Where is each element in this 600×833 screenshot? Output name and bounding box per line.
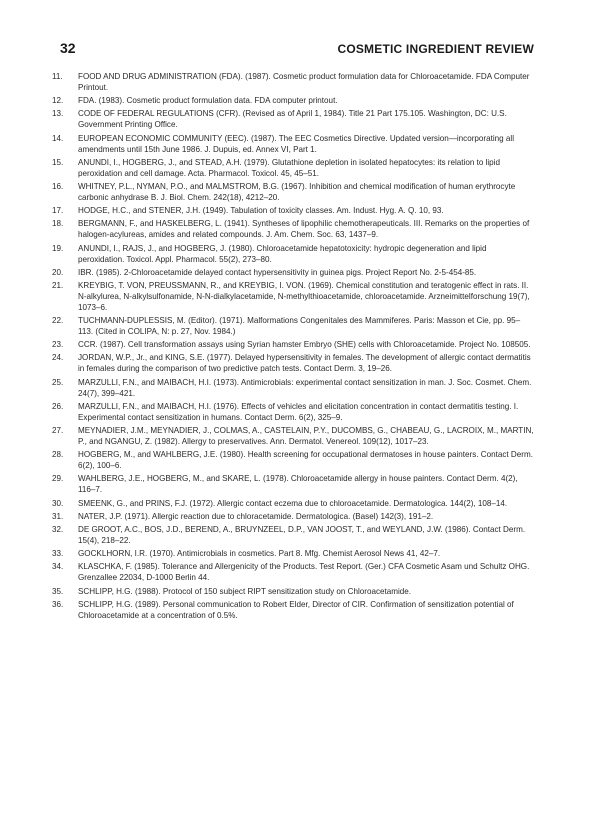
reference-number: 36. bbox=[52, 599, 64, 609]
reference-number: 21. bbox=[52, 280, 64, 290]
reference-number: 27. bbox=[52, 426, 64, 435]
reference-number: 16. bbox=[52, 181, 64, 191]
reference-number: 30. bbox=[52, 498, 64, 508]
reference-number: 18. bbox=[52, 219, 64, 229]
reference-text: CODE OF FEDERAL REGULATIONS (CFR). (Revised as of April 1, 1984). Title 21 Part 175.105. Washington, DC: U.S. Government Printing Office. bbox=[78, 109, 507, 130]
reference-text: BERGMANN, F., and HASKELBERG, L. (1941). Syntheses of lipophilic chemotherapeuticals. III. Remarks on the properties of halogen-acylureas, amides and related compounds. J. Am. Chem. Soc. 63, 1437–9. bbox=[78, 219, 530, 240]
reference-list bbox=[52, 71, 534, 623]
reference-number: 15. bbox=[52, 157, 64, 167]
reference-number: 25. bbox=[52, 377, 64, 387]
reference-item bbox=[52, 548, 534, 559]
reference-text: JORDAN, W.P., Jr., and KING, S.E. (1977). Delayed hypersensitivity in females. The development of allergic contact dermatitis in females during the comparison of two predictive patch tests. Contact Derm. 3, 19–26. bbox=[78, 353, 531, 374]
reference-number: 28. bbox=[52, 450, 64, 460]
reference-text: MARZULLI, F.N., and MAIBACH, H.I. (1976). Effects of vehicles and elicitation concentration in contact dermatitis testing. I. Experimental contact sensitization in humans. Contact Derm. 6(2), 325–9. bbox=[78, 401, 519, 422]
reference-number: 35. bbox=[52, 586, 64, 596]
reference-number: 31. bbox=[52, 511, 64, 521]
reference-text: KLASCHKA, F. (1985). Tolerance and Allergenicity of the Products. Test Report. (Ger.) CFA Cosmetic Asam und Schultz OHG. Grenzallee 22034, D-1000 Berlin 44. bbox=[78, 562, 530, 583]
reference-text: CCR. (1987). Cell transformation assays using Syrian hamster Embryo (SHE) cells with Chloroacetamide. Project No. 108505. bbox=[78, 340, 531, 350]
reference-item bbox=[52, 524, 534, 546]
reference-text: ANUNDI, I., RAJS, J., and HOGBERG, J. (1980). Chloroacetamide hepatotoxicity: hydropic degeneration and lipid peroxidation. Toxicol. Appl. Pharmacol. 55(2), 273–80. bbox=[78, 243, 487, 264]
reference-item bbox=[52, 449, 534, 471]
reference-number: 26. bbox=[52, 401, 64, 411]
reference-number: 32. bbox=[52, 524, 64, 534]
reference-number: 13. bbox=[52, 109, 64, 119]
reference-item bbox=[52, 377, 534, 399]
reference-item bbox=[52, 108, 534, 130]
reference-number: 22. bbox=[52, 316, 64, 326]
running-title: COSMETIC INGREDIENT REVIEW bbox=[337, 42, 534, 56]
reference-text: ANUNDI, I., HOGBERG, J., and STEAD, A.H. (1979). Glutathione depletion in isolated hepatocytes: its relation to lipid peroxidation and cell damage. Acta. Pharmacol. Toxicol. 45, 45–51. bbox=[78, 157, 500, 178]
reference-item bbox=[52, 352, 534, 374]
reference-text: GOCKLHORN, I.R. (1970). Antimicrobials in cosmetics. Part 8. Mfg. Chemist Aerosol News 41, 42–7. bbox=[78, 549, 441, 559]
reference-item bbox=[52, 133, 534, 155]
reference-number: 33. bbox=[52, 549, 64, 559]
reference-text: EUROPEAN ECONOMIC COMMUNITY (EEC). (1987). The EEC Cosmetics Directive. Updated version—incorporating all amendments until 15th June 1986. J. Dupuis, ed. Annex VI, Part 1. bbox=[78, 133, 514, 154]
reference-number: 20. bbox=[52, 267, 64, 277]
reference-item bbox=[52, 511, 534, 522]
reference-number: 17. bbox=[52, 206, 64, 216]
reference-item bbox=[52, 243, 534, 265]
reference-number: 24. bbox=[52, 353, 64, 363]
reference-text: WHITNEY, P.L., NYMAN, P.O., and MALMSTROM, B.G. (1967). Inhibition and chemical modification of human erythrocyte carbonic anhydrase B. J. Biol. Chem. 242(18), 4212–20. bbox=[78, 181, 516, 202]
reference-item bbox=[52, 339, 534, 350]
reference-text: HODGE, H.C., and STENER, J.H. (1949). Tabulation of toxicity classes. Am. Indust. Hyg. A. Q. 10, 93. bbox=[78, 206, 444, 216]
reference-number: 29. bbox=[52, 474, 64, 484]
reference-item bbox=[52, 218, 534, 240]
reference-item bbox=[52, 586, 534, 597]
reference-number: 19. bbox=[52, 243, 64, 253]
reference-text: IBR. (1985). 2-Chloroacetamide delayed contact hypersensitivity in guinea pigs. Project Report No. 2-5-454-85. bbox=[78, 267, 477, 277]
page-number: 32 bbox=[60, 40, 76, 56]
reference-number: 34. bbox=[52, 562, 64, 572]
reference-item bbox=[52, 280, 534, 313]
reference-number: 11. bbox=[52, 72, 63, 81]
reference-text: SCHLIPP, H.G. (1989). Personal communication to Robert Elder, Director of CIR. Confirmation of sensitization potential of Chloroacetamide at a concentration of 0.5%. bbox=[78, 599, 514, 620]
reference-item bbox=[52, 599, 534, 621]
reference-text: WAHLBERG, J.E., HOGBERG, M., and SKARE, L. (1978). Chloroacetamide allergy in house painters. Contact Derm. 4(2), 116–7. bbox=[78, 474, 518, 495]
reference-item bbox=[52, 425, 534, 447]
page-header bbox=[60, 40, 534, 58]
reference-text: MARZULLI, F.N., and MAIBACH, H.I. (1973). Antimicrobials: experimental contact sensitization in man. J. Soc. Cosmet. Chem. 24(7), 399–421. bbox=[78, 377, 532, 398]
reference-item bbox=[52, 205, 534, 216]
reference-item bbox=[52, 157, 534, 179]
reference-item bbox=[52, 95, 534, 106]
reference-item bbox=[52, 473, 534, 495]
reference-text: DE GROOT, A.C., BOS, J.D., BEREND, A., BRUYNZEEL, D.P., VAN JOOST, T., and WEYLAND, J.W. (1986). Contact Derm. 15(4), 218–22. bbox=[78, 524, 526, 545]
reference-text: FOOD AND DRUG ADMINISTRATION (FDA). (1987). Cosmetic product formulation data for Chloroacetamide. FDA Computer Printout. bbox=[78, 72, 530, 92]
reference-text: SMEENK, G., and PRINS, F.J. (1972). Allergic contact eczema due to chloroacetamide. Dermatologica. 144(2), 108–14. bbox=[78, 498, 508, 508]
reference-number: 23. bbox=[52, 340, 64, 350]
reference-text: FDA. (1983). Cosmetic product formulation data. FDA computer printout. bbox=[78, 96, 338, 106]
reference-text: TUCHMANN-DUPLESSIS, M. (Editor). (1971). Malformations Congenitales des Mammiferes. Paris: Masson et Cie, pp. 95–113. (Cited in COLIPA, N: p. 27, Nov. 1984.) bbox=[78, 316, 521, 337]
reference-item bbox=[52, 267, 534, 278]
reference-item bbox=[52, 181, 534, 203]
reference-item bbox=[52, 71, 534, 93]
reference-text: SCHLIPP, H.G. (1988). Protocol of 150 subject RIPT sensitization study on Chloroacetamide. bbox=[78, 586, 412, 596]
reference-text: MEYNADIER, J.M., MEYNADIER, J., COLMAS, A., CASTELAIN, P.Y., DUCOMBS, G., CHABEAU, G., LACROIX, M., MARTIN, P., and NGANGU, Z. (1982). Allergy to preservatives. Ann. Dermatol. Venereol. 109(12), 1017–23. bbox=[78, 426, 534, 446]
reference-number: 14. bbox=[52, 133, 64, 143]
reference-item bbox=[52, 401, 534, 423]
reference-item bbox=[52, 315, 534, 337]
reference-item bbox=[52, 498, 534, 509]
reference-text: NATER, J.P. (1971). Allergic reaction due to chloracetamide. Dermatologica. (Basel) 142(3), 191–2. bbox=[78, 511, 434, 521]
reference-number: 12. bbox=[52, 96, 64, 106]
reference-text: HOGBERG, M., and WAHLBERG, J.E. (1980). Health screening for occupational dermatoses in house painters. Contact Derm. 6(2), 100–6. bbox=[78, 450, 533, 471]
reference-text: KREYBIG, T. VON, PREUSSMANN, R., and KREYBIG, I. VON. (1969). Chemical constitution and teratogenic effect in rats. II. N-alkylurea, N-alkylsulfonamide, N-N-dialkylacetamide, N-methylthioacetamide, chloroacetamide. Arzneimittelforschung 19(7), 1073–6. bbox=[78, 280, 530, 312]
reference-item bbox=[52, 561, 534, 583]
